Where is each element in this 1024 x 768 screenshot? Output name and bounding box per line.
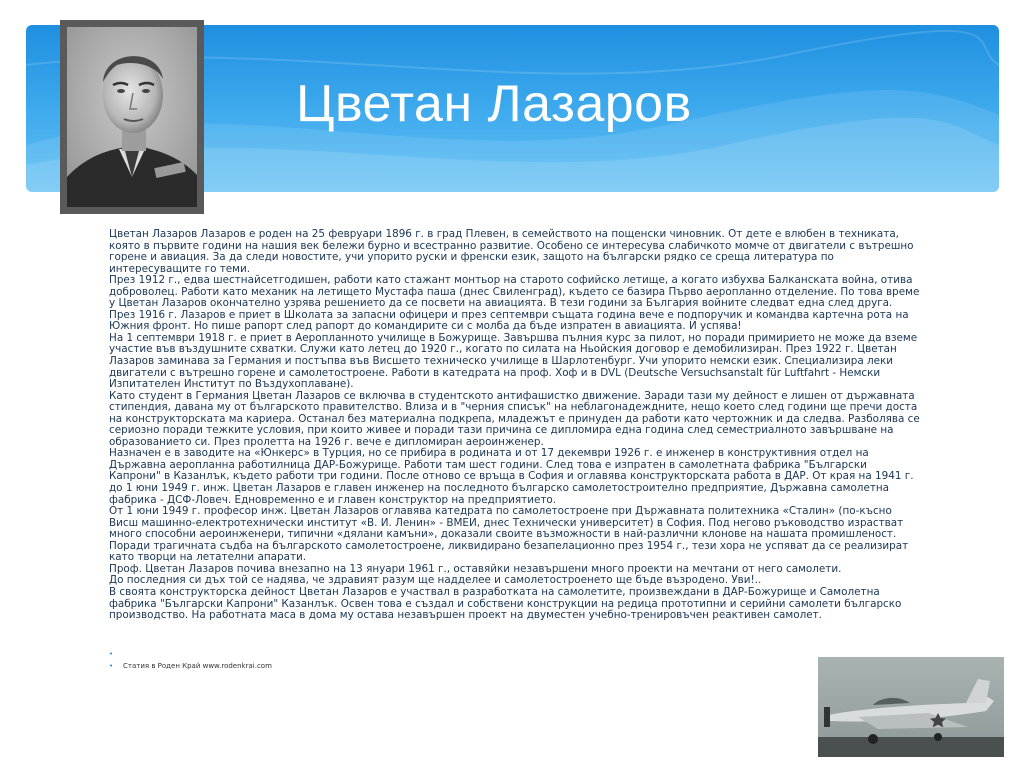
- paragraph: В своята конструкторска дейност Цветан Лазаров е участвал в разработката на самолетите, произвеждани в ДАР-Божурище и Самолетна фабрика "Български Капрони" Казанлък. Освен това е създал и собствени конструкции на редица прототипни и серийни самолети българско производство. На работната маса в дома му остава незавършен проект на двуместен учебно-тренировъчен реактивен самолет.: [109, 585, 902, 622]
- paragraph: Назначен е в заводите на «Юнкерс» в Турция, но се прибира в родината и от 17 декември 1926 г. е инженер в конструктивния отдел на Държавна аеропланна работилница ДАР-Божурище. Работи там шест години. След това е изпратен в самолетната фабрика "Български Капрони" в Казанлък, където работи три години. После отново се връща в София и оглавява конструкторската работа в ДАР. От края на 1941 г. до 1 юни 1949 г. инж. Цветан Лазаров е главен инженер на последното българско самолетостроително предприятие, Държавна самолетна фабрика - ДСФ-Ловеч. Едновременно е и главен конструктор на предприятието.: [109, 447, 914, 506]
- source-link[interactable]: Статия в Роден Край www.rodenkrai.com: [123, 662, 272, 670]
- airplane-photo: [818, 657, 1004, 757]
- paragraph: На 1 септември 1918 г. е приет в Аеропланното училище в Божурище. Завършва пълния курс за пилот, но поради примирието не може да вземе участие във въздушните схватки. Служи като летец до 1920 г., когато по силата на Ньойския договор е демобилизиран. През 1922 г. Цветан Лазаров заминава за Германия и постъпва във Висшето техническо училище в Шарлотенбург. Учи упорито немски език. Специализира леки двигатели с вътрешно горене и самолетостроене. Работи в катедрата на проф. Хоф и в DVL (Deutsche Versuchsanstalt für Luftfahrt - Немски Изпитателен Институт по Въздухоплаване).: [109, 331, 918, 391]
- paragraph: От 1 юни 1949 г. професор инж. Цветан Лазаров оглавява катедрата по самолетостроене при Държавната политехника «Сталин» (по-късно Висш машинно-електротехнически институт «В. И. Ленин» - ВМЕИ, днес Технически университет) в София. Под негово ръководство израстват много способни аероинженери, типични «дялани камъни», доказали своите възможности в най-различни клонове на нашата промишленост. Поради трагичната съдба на българското самолетостроене, ликвидирано безапелационно през 1954 г., тези хора не успяват да се реализират като творци на летателни апарати.: [109, 505, 909, 564]
- bullet-icon: •: [109, 662, 114, 670]
- paragraph: През 1912 г., едва шестнайсетгодишен, работи като стажант монтьор на старото софийско летище, а когато избухва Балканската война, отива доброволец. Работи като механик на летището Мустафа паша (днес Свиленград), където се базира Първо аеропланно отделение. По това време у Цветан Лазаров окончателно узрява решението да се посвети на авиацията. В тези години за България войните следват една след друга. През 1916 г. Лазаров е приет в Школата за запасни офицери и през септември същата година вече е подпоручик и командва картечна рота на Южния фронт. Но пише рапорт след рапорт до командирите си с молба да бъде изпратен в авиацията. И успява!: [109, 274, 920, 333]
- paragraph: До последния си дъх той се надява, че здравият разум ще надделее и самолетостроенето ще бъде възродено. Уви!..: [109, 574, 762, 587]
- paragraph: Проф. Цветан Лазаров почива внезапно на 13 януари 1961 г., оставяйки незавършени много проекти на мечтани от него самолети.: [109, 562, 842, 575]
- paragraph: Като студент в Германия Цветан Лазаров се включва в студентското антифашистко движение. Заради тази му дейност е лишен от държавната стипендия, давана му от българското правителство. Влиза и в "черния списък" на неблагонадеждните, нещо което след години ще пречи доста на конструкторската ма кариера. Останал без материална подкрепа, младежът е принуден да работи като чертожник и да следва. Разболява се сериозно поради тежките условия, при които живее и поради тази причина се дипломира една година след семестриалното завършване на образованието си. През пролетта на 1926 г. вече е дипломиран аероинженер.: [109, 389, 920, 448]
- list-item: [109, 660, 509, 672]
- page-title: Цветан Лазаров: [296, 75, 692, 133]
- list-item: [109, 648, 509, 660]
- airplane-image: [818, 657, 1004, 757]
- portrait-photo: [60, 20, 204, 214]
- biography-text: [109, 229, 921, 622]
- portrait-image: [67, 27, 197, 207]
- paragraph: Цветан Лазаров Лазаров е роден на 25 февруари 1896 г. в град Плевен, в семейството на пощенски чиновник. От дете е влюбен в техниката, която в първите години на нашия век бележи бурно и всестранно развитие. Особено се интересува слабичкото момче от двигатели с вътрешно горене и авиация. За да следи новостите, учи упорито руски и френски език, защото на български рядко се среща литература по интересуващите го теми.: [109, 228, 914, 275]
- bullet-list: [109, 648, 509, 672]
- bullet-icon: •: [109, 650, 114, 658]
